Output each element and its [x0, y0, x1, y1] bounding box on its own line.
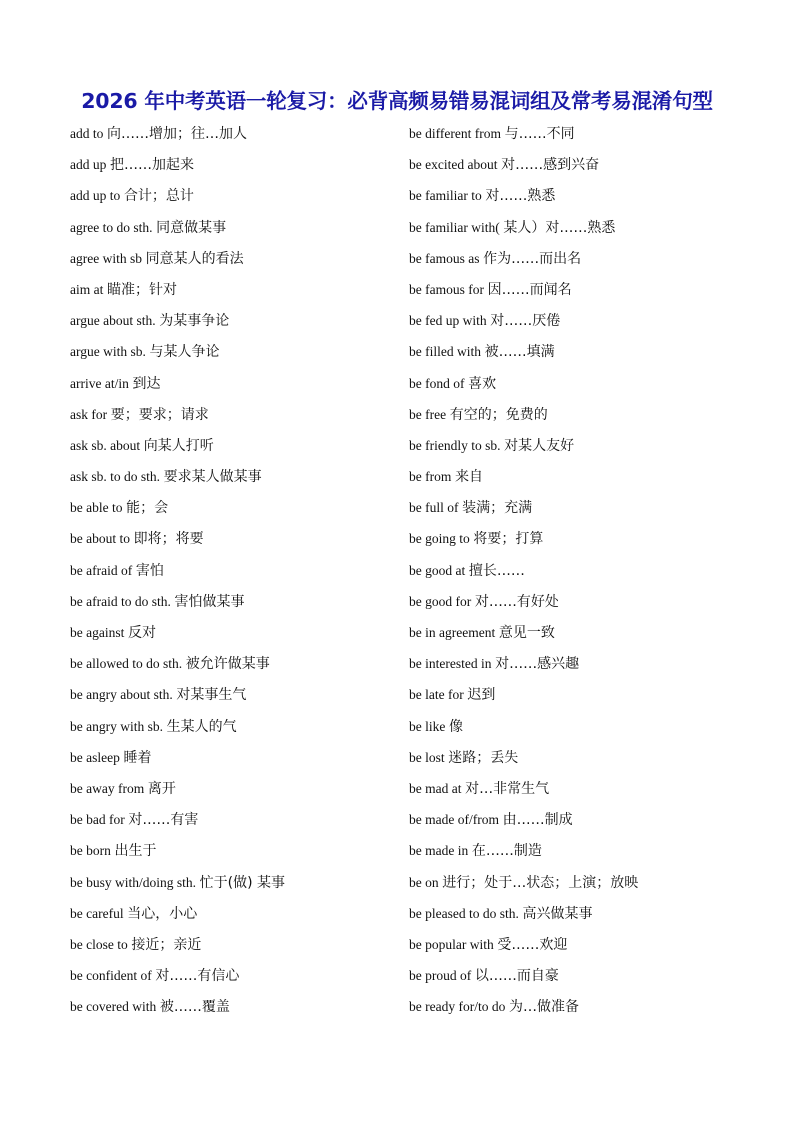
phrase-chinese: 即将；将要: [133, 531, 204, 548]
phrase-chinese: 喜欢: [468, 375, 497, 392]
right-column: [409, 118, 769, 1022]
phrase-chinese: 被允许做某事: [185, 656, 270, 673]
phrase-chinese: 对……感兴趣: [495, 656, 580, 673]
phrase-english: be bad for: [70, 812, 125, 828]
phrase-english: be free: [409, 406, 447, 422]
phrase-chinese: 受……欢迎: [497, 936, 568, 953]
phrase-entry: [70, 243, 390, 274]
phrase-entry: [409, 492, 769, 523]
phrase-english: be proud of: [409, 968, 472, 984]
phrase-english: be different from: [409, 126, 501, 141]
phrase-chinese: 对……熟悉: [485, 188, 556, 205]
phrase-english: be lost: [409, 749, 445, 765]
phrase-english: be good for: [409, 593, 472, 609]
phrase-entry: [70, 336, 390, 367]
phrase-entry: [70, 274, 390, 305]
phrase-english: be good at: [409, 562, 466, 578]
phrase-entry: [70, 991, 390, 1022]
phrase-entry: [409, 742, 769, 773]
phrase-chinese: 被……填满: [484, 344, 555, 361]
phrase-entry: [70, 180, 390, 211]
phrase-chinese: 迟到: [467, 687, 496, 704]
phrase-entry: [70, 586, 390, 617]
phrase-english: be familiar to: [409, 188, 482, 204]
phrase-english: be late for: [409, 687, 464, 703]
phrase-english: be against: [70, 625, 125, 640]
phrase-chinese: 像: [449, 718, 463, 735]
phrase-entry: [409, 617, 769, 648]
phrase-english: be away from: [70, 780, 145, 796]
phrase-entry: [409, 430, 769, 461]
phrase-chinese: 害怕做某事: [174, 593, 245, 610]
phrase-entry: [70, 617, 390, 648]
phrase-chinese: 被……覆盖: [159, 999, 230, 1016]
phrase-chinese: 以……而自豪: [474, 968, 559, 985]
phrase-chinese: 反对: [127, 625, 156, 641]
phrase-chinese: 为…做准备: [508, 999, 579, 1016]
phrase-entry: [70, 118, 390, 149]
phrase-entry: [70, 711, 390, 742]
phrase-english: be angry about sth.: [70, 687, 173, 703]
phrase-chinese: 能；会: [126, 500, 169, 517]
phrase-chinese: 要求某人做某事: [163, 469, 262, 486]
phrase-entry: [409, 149, 769, 180]
phrase-english: be asleep: [70, 749, 120, 765]
phrase-entry: [409, 461, 769, 492]
phrase-chinese: 对……厌倦: [490, 313, 561, 330]
phrase-chinese: 进行；处于…状态；上演；放映: [442, 874, 639, 891]
phrase-chinese: 出生于: [114, 843, 157, 860]
phrase-entry: [70, 212, 390, 243]
phrase-english: be excited about: [409, 157, 498, 173]
phrase-entry: [70, 492, 390, 523]
phrase-entry: [70, 929, 390, 960]
phrase-english: be ready for/to do: [409, 999, 506, 1015]
phrase-chinese: 到达: [132, 375, 161, 392]
phrase-entry: [70, 555, 390, 586]
phrase-english: be angry with sb.: [70, 718, 163, 734]
phrase-english: ask sb. to do sth.: [70, 469, 161, 485]
phrase-english: be fond of: [409, 375, 465, 391]
phrase-chinese: 把……加起来: [110, 157, 194, 174]
phrase-entry: [409, 991, 769, 1022]
phrase-english: be like: [409, 718, 446, 734]
phrase-entry: [409, 648, 769, 679]
phrase-entry: [409, 835, 769, 866]
phrase-entry: [70, 898, 390, 929]
phrase-entry: [409, 399, 769, 430]
phrase-english: add up to: [70, 188, 121, 204]
phrase-english: be full of: [409, 500, 459, 516]
phrase-english: be careful: [70, 905, 124, 921]
phrase-english: be made in: [409, 843, 469, 859]
left-column: [70, 118, 390, 1022]
phrase-chinese: 对……有信心: [155, 968, 240, 985]
phrase-entry: [70, 867, 390, 898]
phrase-english: be famous for: [409, 281, 484, 297]
phrase-chinese: 来自: [454, 469, 483, 486]
phrase-entry: [70, 399, 390, 430]
phrase-english: ask for: [70, 406, 108, 422]
phrase-chinese: 离开: [147, 780, 176, 797]
phrase-chinese: 向某人打听: [143, 437, 214, 454]
phrase-english: add to: [70, 126, 104, 141]
phrase-entry: [409, 212, 769, 243]
phrase-english: be about to: [70, 531, 130, 547]
phrase-english: be interested in: [409, 656, 492, 672]
phrase-chinese: 迷路；丢失: [448, 749, 519, 766]
phrase-english: be from: [409, 469, 452, 485]
phrase-english: be able to: [70, 500, 123, 516]
phrase-entry: [409, 368, 769, 399]
phrase-chinese: 对……有好处: [474, 593, 559, 610]
phrase-entry: [409, 929, 769, 960]
phrase-chinese: 睡着: [123, 749, 152, 766]
phrase-english: be afraid of: [70, 562, 133, 578]
phrase-chinese: 忙于(做) 某事: [199, 874, 286, 891]
phrase-entry: [70, 679, 390, 710]
phrase-entry: [409, 586, 769, 617]
phrase-chinese: 同意做某事: [156, 219, 227, 236]
phrase-english: agree to do sth.: [70, 219, 153, 235]
phrase-entry: [409, 867, 769, 898]
phrase-english: aim at: [70, 281, 104, 297]
phrase-entry: [409, 180, 769, 211]
phrase-chinese: 瞄准；针对: [107, 281, 177, 298]
phrase-chinese: 擅长……: [468, 562, 525, 579]
phrase-chinese: 要；要求；请求: [110, 406, 209, 423]
phrase-entry: [70, 835, 390, 866]
phrase-entry: [70, 461, 390, 492]
phrase-english: be made of/from: [409, 812, 499, 828]
phrase-english: be famous as: [409, 250, 480, 266]
phrase-chinese: 为某事争论: [159, 313, 230, 330]
phrase-entry: [409, 523, 769, 554]
phrase-english: agree with sb: [70, 250, 142, 266]
phrase-english: arrive at/in: [70, 375, 129, 391]
phrase-english: be pleased to do sth.: [409, 905, 519, 921]
phrase-chinese: 对…非常生气: [465, 780, 550, 797]
phrase-chinese: 在……制造: [471, 843, 542, 860]
phrase-chinese: 对……有害: [128, 812, 199, 829]
phrase-chinese: 将要；打算: [473, 531, 544, 548]
phrase-entry: [70, 368, 390, 399]
phrase-chinese: 生某人的气: [166, 718, 237, 735]
phrase-chinese: 与……不同: [504, 126, 575, 142]
phrase-entry: [70, 305, 390, 336]
phrase-english: be filled with: [409, 344, 481, 360]
phrase-english: be afraid to do sth.: [70, 593, 171, 609]
phrase-entry: [70, 960, 390, 991]
phrase-chinese: 意见一致: [498, 625, 555, 641]
phrase-entry: [409, 555, 769, 586]
phrase-entry: [409, 679, 769, 710]
phrase-english: be fed up with: [409, 313, 487, 329]
phrase-english: be covered with: [70, 999, 157, 1015]
phrase-english: be born: [70, 843, 111, 859]
phrase-chinese: 作为……而出名: [483, 250, 582, 267]
phrase-chinese: 向……增加；往…加人: [107, 126, 247, 142]
phrase-chinese: 高兴做某事: [522, 905, 593, 922]
phrase-entry: [409, 773, 769, 804]
phrase-chinese: 合计；总计: [123, 188, 194, 205]
phrase-entry: [409, 711, 769, 742]
phrase-english: argue about sth.: [70, 313, 156, 329]
phrase-english: be busy with/doing sth.: [70, 874, 197, 890]
phrase-chinese: 当心，小心: [127, 905, 198, 922]
phrase-chinese: 与某人争论: [149, 344, 220, 361]
phrase-english: be confident of: [70, 968, 152, 984]
phrase-chinese: 因……而闻名: [487, 281, 572, 298]
phrase-entry: [70, 804, 390, 835]
phrase-chinese: 对某事生气: [176, 687, 247, 704]
phrase-entry: [409, 960, 769, 991]
phrase-chinese: 害怕: [135, 562, 164, 579]
phrase-entry: [70, 523, 390, 554]
phrase-english: be close to: [70, 936, 128, 952]
phrase-entry: [409, 336, 769, 367]
phrase-entry: [70, 648, 390, 679]
phrase-entry: [70, 149, 390, 180]
phrase-chinese: 某人）对……熟悉: [503, 219, 616, 236]
phrase-english: be popular with: [409, 936, 494, 952]
phrase-english: be allowed to do sth.: [70, 656, 183, 672]
phrase-entry: [409, 305, 769, 336]
phrase-chinese: 有空的；免费的: [449, 406, 548, 423]
phrase-english: be on: [409, 874, 439, 890]
phrase-entry: [70, 773, 390, 804]
page-title: 2026 年中考英语一轮复习：必背高频易错易混词组及常考易混淆句型: [81, 89, 713, 113]
phrase-english: add up: [70, 157, 107, 173]
phrase-english: be going to: [409, 531, 470, 547]
phrase-chinese: 对……感到兴奋: [501, 157, 600, 174]
phrase-english: be friendly to sb.: [409, 437, 501, 453]
phrase-chinese: 由……制成: [502, 812, 573, 829]
phrase-english: be mad at: [409, 780, 462, 796]
phrase-chinese: 对某人友好: [504, 437, 575, 454]
phrase-chinese: 接近；亲近: [131, 936, 202, 953]
phrase-chinese: 同意某人的看法: [145, 250, 244, 267]
phrase-english: argue with sb.: [70, 344, 146, 360]
phrase-entry: [70, 742, 390, 773]
phrase-entry: [409, 243, 769, 274]
phrase-english: be in agreement: [409, 625, 496, 640]
phrase-english: ask sb. about: [70, 437, 141, 453]
phrase-entry: [409, 274, 769, 305]
phrase-entry: [409, 804, 769, 835]
phrase-entry: [70, 430, 390, 461]
phrase-chinese: 装满；充满: [462, 500, 533, 517]
phrase-english: be familiar with(: [409, 219, 500, 235]
phrase-entry: [409, 898, 769, 929]
phrase-entry: [409, 118, 769, 149]
